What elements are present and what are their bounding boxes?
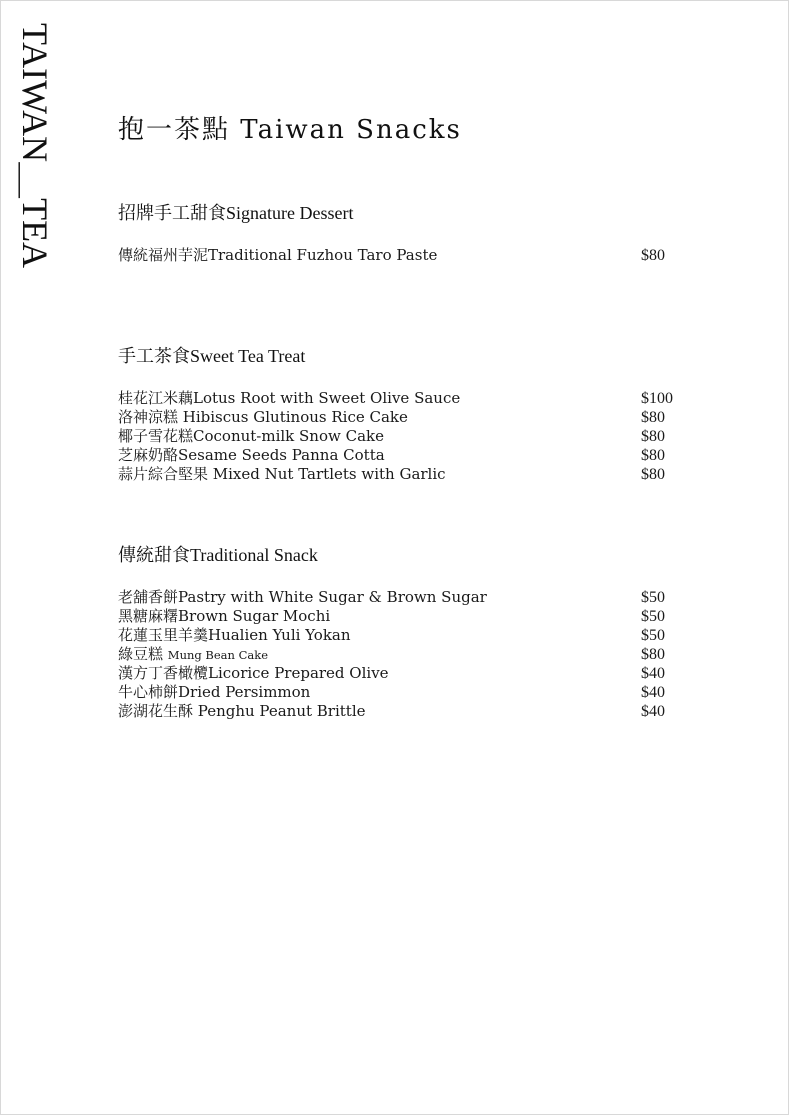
item-name-zh: 綠豆糕	[118, 645, 164, 663]
section-heading: 招牌手工甜食Signature Dessert	[118, 203, 354, 223]
menu-item	[118, 588, 688, 607]
menu-item	[118, 702, 688, 721]
menu-item	[118, 645, 688, 664]
item-price: $40	[641, 684, 665, 701]
item-price: $80	[641, 247, 665, 264]
item-price: $50	[641, 589, 665, 606]
menu-item	[118, 626, 688, 645]
item-name: 蒜片綜合堅果 Mixed Nut Tartlets with Garlic	[118, 465, 446, 483]
item-name: 漢方丁香橄欖Licorice Prepared Olive	[118, 664, 389, 682]
item-price: $50	[641, 627, 665, 644]
item-name: 牛心柿餅Dried Persimmon	[118, 683, 311, 701]
item-name: 桂花江米藕Lotus Root with Sweet Olive Sauce	[118, 389, 461, 407]
brand-text: TAIWAN＿TEA	[15, 23, 55, 269]
item-name: 洛神涼糕 Hibiscus Glutinous Rice Cake	[118, 408, 408, 426]
item-name: 澎湖花生酥 Penghu Peanut Brittle	[118, 702, 366, 720]
section-heading: 手工茶食Sweet Tea Treat	[118, 346, 306, 366]
menu-item	[118, 246, 688, 265]
item-name-en: Mung Bean Cake	[167, 648, 269, 662]
menu-item	[118, 465, 688, 484]
item-name: 傳統福州芋泥Traditional Fuzhou Taro Paste	[118, 246, 438, 264]
page-title: 抱一茶點 Taiwan Snacks	[118, 115, 462, 145]
menu-item	[118, 446, 688, 465]
item-name: 老舖香餅Pastry with White Sugar & Brown Sugar	[118, 588, 487, 606]
menu-item	[118, 664, 688, 683]
item-name: 花蓮玉里羊羹Hualien Yuli Yokan	[118, 626, 351, 644]
item-name: 芝麻奶酪Sesame Seeds Panna Cotta	[118, 446, 385, 464]
item-price: $50	[641, 608, 665, 625]
item-price: $80	[641, 466, 665, 483]
menu-item	[118, 683, 688, 702]
item-price: $80	[641, 428, 665, 445]
menu-item	[118, 607, 688, 626]
item-price: $80	[641, 447, 665, 464]
menu-item	[118, 408, 688, 427]
item-price: $40	[641, 703, 665, 720]
menu-item	[118, 389, 688, 408]
section-heading: 傳統甜食Traditional Snack	[118, 545, 318, 565]
section-traditional-snack	[118, 543, 688, 721]
section-signature-dessert	[118, 201, 688, 265]
item-price: $100	[641, 390, 673, 407]
item-name: 椰子雪花糕Coconut-milk Snow Cake	[118, 427, 384, 445]
item-price: $80	[641, 409, 665, 426]
section-sweet-tea-treat	[118, 344, 688, 484]
item-name: 黑糖麻糬Brown Sugar Mochi	[118, 607, 331, 625]
item-name-mixed	[118, 645, 268, 665]
brand-vertical-logo	[15, 23, 59, 323]
menu-item	[118, 427, 688, 446]
item-price: $80	[641, 646, 665, 663]
item-price: $40	[641, 665, 665, 682]
